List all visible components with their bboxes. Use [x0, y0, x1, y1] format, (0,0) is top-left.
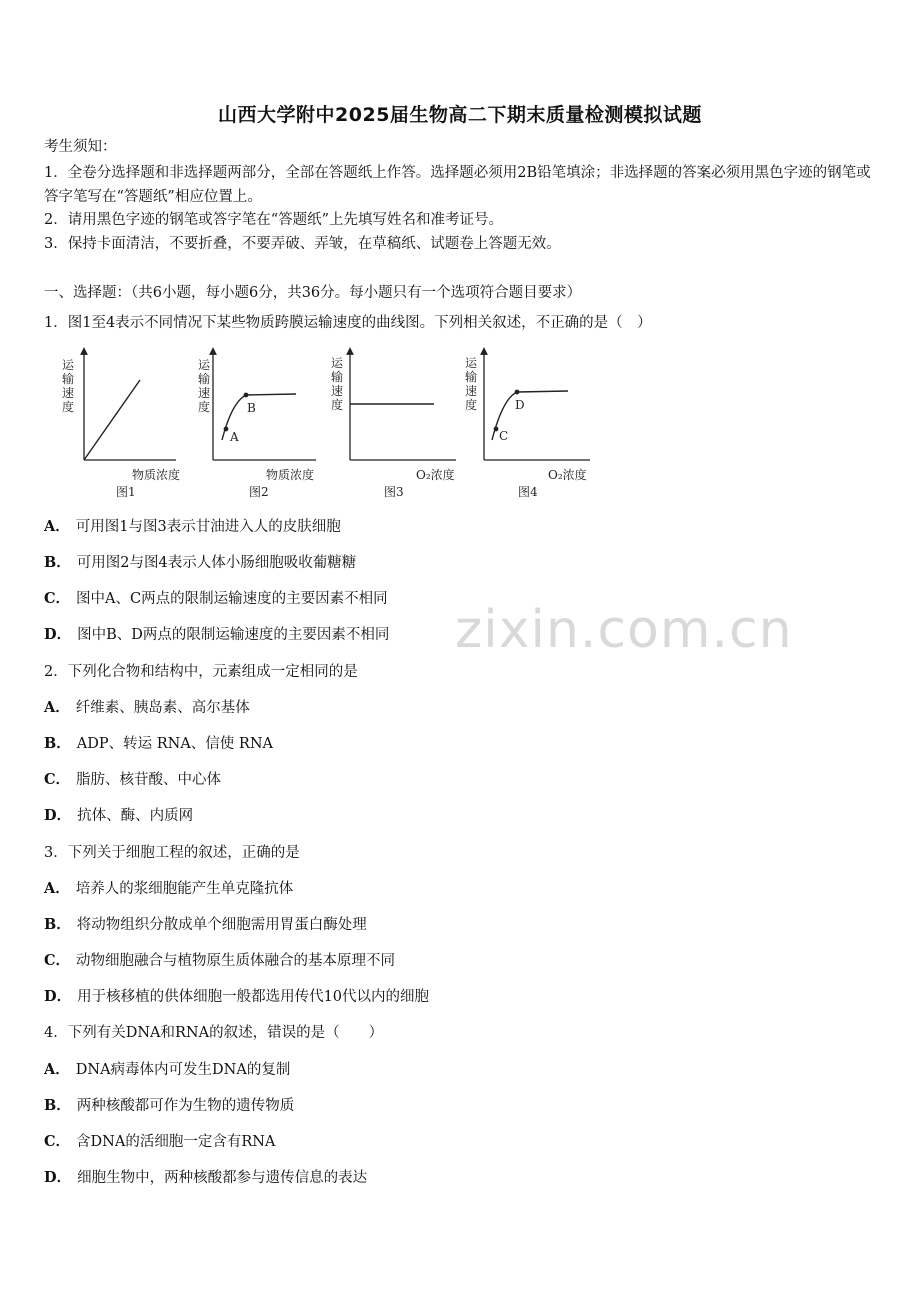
q4-option-c — [44, 1131, 275, 1153]
option-label: B． — [44, 1097, 71, 1114]
figure-1-ylabel-1: 运 — [62, 358, 75, 372]
page-title: 山西大学附中2025届生物高二下期末质量检测模拟试题 — [218, 104, 702, 126]
notice-heading: 考生须知： — [44, 139, 117, 155]
figure-3 — [331, 351, 456, 499]
figure-4-ylabel-2: 输 — [465, 370, 478, 384]
figure-4-ylabel-1: 运 — [465, 356, 478, 370]
option-text: 脂肪、核苷酸、中心体 — [76, 772, 222, 788]
question-2-stem: 2．下列化合物和结构中，元素组成一定相同的是 — [44, 664, 358, 680]
question-4-stem: 4．下列有关DNA和RNA的叙述，错误的是（ ） — [44, 1025, 384, 1041]
figure-2-point-a-label: A — [230, 430, 239, 444]
figure-2-ylabel-2: 输 — [198, 372, 211, 386]
figure-1-ylabel-3: 速 — [62, 386, 75, 400]
option-text: 纤维素、胰岛素、高尔基体 — [75, 700, 250, 716]
option-label: D． — [44, 807, 72, 824]
option-text: 用于核移植的供体细胞一般都选用传代10代以内的细胞 — [77, 989, 430, 1005]
q3-option-b — [44, 914, 367, 936]
figure-2-caption: 图2 — [249, 485, 269, 499]
figure-3-ylabel-2: 输 — [331, 370, 344, 384]
q4-option-b — [44, 1095, 294, 1117]
figure-1-caption: 图1 — [116, 485, 136, 499]
question-3-stem: 3．下列关于细胞工程的叙述，正确的是 — [44, 845, 300, 861]
figure-2-ylabel-3: 速 — [198, 386, 211, 400]
option-label: D． — [44, 1169, 72, 1186]
figure-1-ylabel-4: 度 — [62, 400, 75, 414]
figure-2-ylabel-4: 度 — [198, 400, 211, 414]
figure-3-caption: 图3 — [384, 485, 404, 499]
q1-option-b — [44, 552, 356, 574]
option-text: 将动物组织分散成单个细胞需用胃蛋白酶处理 — [76, 917, 367, 933]
option-label: B． — [44, 916, 71, 933]
figure-4-point-d — [515, 390, 520, 395]
option-text: 动物细胞融合与植物原生质体融合的基本原理不同 — [76, 953, 396, 969]
notice-item-1: 1．全卷分选择题和非选择题两部分，全部在答题纸上作答。选择题必须用2B铅笔填涂；非选择题的答案必须用黑色字迹的钢笔或答字笔写在“答题纸”相应位置上。 — [44, 165, 871, 205]
figure-4-point-c — [494, 427, 499, 432]
option-text: 抗体、酶、内质网 — [77, 808, 194, 824]
option-text: 图中A、C两点的限制运输速度的主要因素不相同 — [76, 591, 388, 607]
option-label: B． — [44, 554, 71, 571]
option-text: 培养人的浆细胞能产生单克隆抗体 — [75, 881, 294, 897]
figure-1-xlabel: 物质浓度 — [132, 468, 181, 482]
q2-option-a — [44, 697, 250, 719]
option-text: 细胞生物中，两种核酸都参与遗传信息的表达 — [77, 1170, 368, 1186]
q3-option-a — [44, 878, 293, 900]
figure-4-caption: 图4 — [518, 485, 538, 499]
figure-4 — [465, 351, 590, 499]
figure-3-ylabel-1: 运 — [331, 356, 344, 370]
figure-2 — [198, 351, 316, 499]
figure-2-point-b — [244, 393, 249, 398]
figure-1 — [62, 351, 180, 499]
q4-option-d — [44, 1167, 367, 1189]
option-text: DNA病毒体内可发生DNA的复制 — [75, 1062, 291, 1078]
q2-option-d — [44, 805, 193, 827]
option-label: D． — [44, 988, 72, 1005]
option-label: A． — [44, 518, 70, 535]
option-text: 可用图1与图3表示甘油进入人的皮肤细胞 — [75, 519, 341, 535]
option-text: 两种核酸都可作为生物的遗传物质 — [76, 1098, 295, 1114]
option-label: C． — [44, 590, 71, 607]
figure-4-point-d-label: D — [515, 398, 525, 412]
figure-2-point-a — [224, 427, 229, 432]
q1-option-a — [44, 516, 341, 538]
q3-option-d — [44, 986, 429, 1008]
option-text: 含DNA的活细胞一定含有RNA — [76, 1134, 276, 1150]
notice-item-2: 2．请用黑色字迹的钢笔或答字笔在“答题纸”上先填写姓名和准考证号。 — [44, 212, 504, 228]
figure-2-ylabel-1: 运 — [198, 358, 211, 372]
option-label: A． — [44, 699, 70, 716]
q3-option-c — [44, 950, 395, 972]
q1-option-c — [44, 588, 388, 610]
figure-4-ylabel-3: 速 — [465, 384, 478, 398]
option-label: A． — [44, 880, 70, 897]
option-label: A． — [44, 1061, 70, 1078]
question-1-stem: 1．图1至4表示不同情况下某些物质跨膜运输速度的曲线图。下列相关叙述，不正确的是（ ） — [44, 315, 652, 331]
figure-2-xlabel: 物质浓度 — [266, 468, 315, 482]
figure-1-ylabel-2: 输 — [62, 372, 75, 386]
option-text: ADP、转运 RNA、信使 RNA — [76, 736, 273, 752]
figure-3-ylabel-4: 度 — [331, 398, 344, 412]
q4-option-a — [44, 1059, 290, 1081]
transport-rate-figures — [58, 345, 618, 505]
q1-option-d — [44, 624, 389, 646]
watermark: zixin.com.cn — [455, 600, 793, 660]
figure-3-ylabel-3: 速 — [331, 384, 344, 398]
option-label: C． — [44, 1133, 71, 1150]
option-label: C． — [44, 952, 71, 969]
option-label: C． — [44, 771, 71, 788]
figure-4-ylabel-4: 度 — [465, 398, 478, 412]
figure-2-point-b-label: B — [247, 401, 256, 415]
figure-4-xlabel: O₂浓度 — [548, 468, 587, 482]
notice-item-3: 3．保持卡面清洁，不要折叠，不要弄破、弄皱，在草稿纸、试题卷上答题无效。 — [44, 236, 561, 252]
section-heading: 一、选择题：（共6小题，每小题6分，共36分。每小题只有一个选项符合题目要求） — [44, 285, 582, 301]
option-label: B． — [44, 735, 71, 752]
option-label: D． — [44, 626, 72, 643]
option-text: 图中B、D两点的限制运输速度的主要因素不相同 — [77, 627, 390, 643]
figure-1-curve — [84, 380, 140, 460]
option-text: 可用图2与图4表示人体小肠细胞吸收葡糖糖 — [76, 555, 357, 571]
q2-option-b — [44, 733, 273, 755]
figure-3-xlabel: O₂浓度 — [416, 468, 455, 482]
figure-4-point-c-label: C — [499, 429, 509, 443]
q2-option-c — [44, 769, 221, 791]
